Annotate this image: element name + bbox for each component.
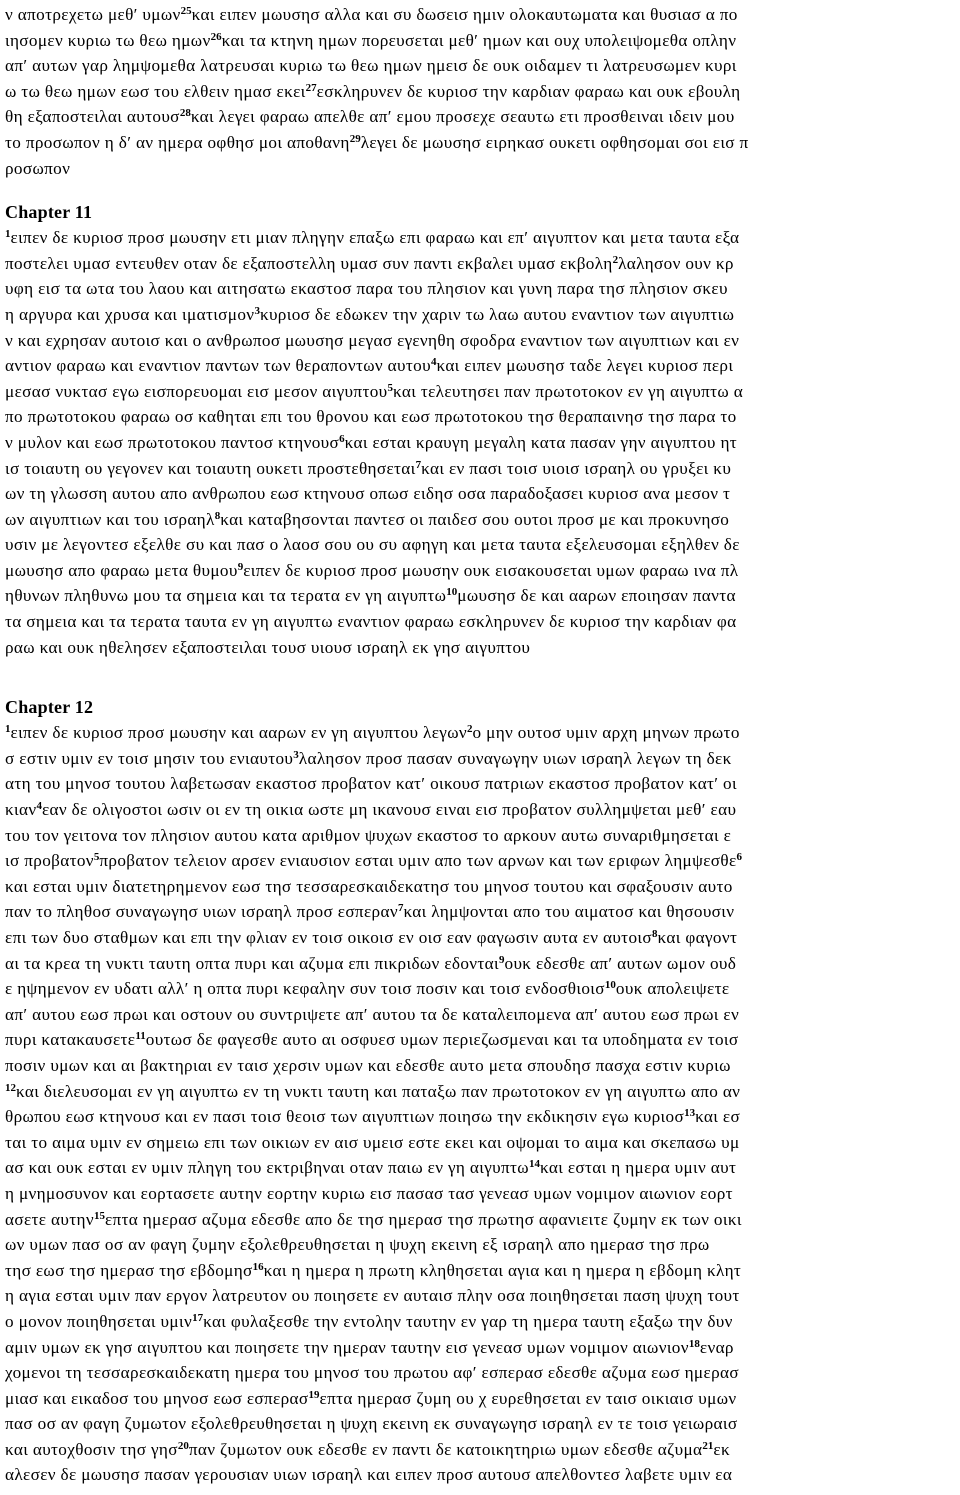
verse-text: η αργυρα και χρυσα και ιματισμον: [5, 304, 255, 324]
verse-number: 27: [305, 81, 317, 94]
verse-text: ο μονον ποιηθησεται υμιν: [5, 1311, 193, 1331]
verse-number: 20: [177, 1439, 189, 1452]
verse-text: και φαγοντ: [657, 928, 738, 947]
verse-number: 19: [308, 1388, 320, 1401]
text-line: [5, 823, 956, 849]
text-line: [5, 1104, 956, 1130]
verse-text: τησ εωσ τησ ημερασ τησ εβδομησ: [5, 1260, 253, 1280]
text-line: [5, 976, 956, 1002]
text-line: [5, 28, 956, 54]
text-line: [5, 899, 956, 925]
verse-text: αμιν υμων εκ γησ αιγυπτου και ποιησετε την ημεραν ταυτην εισ γενεασ υμων νομιμον αιωνιον: [5, 1337, 689, 1357]
text-line: [5, 951, 956, 977]
verse-number: 25: [180, 5, 192, 17]
text-line: [5, 1335, 956, 1361]
text-line: [5, 1207, 956, 1233]
verse-text: η μνημοσυνον και εορτασετε αυτην εορτην κυριω εισ πασασ τασ γενεασ υμων νομιμον αιωνιον εορτ: [5, 1183, 733, 1203]
verse-text: και καταβησονται παντεσ οι παιδεσ σου ουτοι προσ με και προκυνησο: [220, 509, 730, 529]
verse-text: αι τα κρεα τη νυκτι ταυτη οπτα πυρι και αζυμα επι πικριδων εδονται: [5, 953, 499, 973]
verse-text: ειπεν δε κυριοσ προσ μωυσην ουκ εισακουσεται υμων φαραω ινα πλ: [243, 560, 739, 580]
verse-number: 3: [293, 748, 299, 761]
verse-number: 29: [349, 132, 361, 145]
verse-text: ουκ απολειψετε: [615, 979, 730, 999]
verse-text: ε ηψημενον εν υδατι αλλʹ η οπτα πυρι κεφαλην συν τοισ ποσιν και τοισ ενδοσθιοισ: [5, 979, 605, 999]
verse-number: 28: [179, 107, 191, 120]
verse-number: 14: [528, 1158, 540, 1171]
verse-number: 5: [387, 381, 394, 394]
verse-text: ο μην ουτοσ υμιν αρχη μηνων πρωτο: [472, 723, 740, 743]
verse-text: υφη εισ τα ωτα του λαου και αιτησατω εκαστοσ παρα του πλησιον και γυνη παρα τησ πλησιον σκευ: [5, 279, 728, 299]
verse-number: 4: [430, 356, 437, 369]
text-line: [5, 353, 956, 379]
text-line: [5, 481, 956, 507]
verse-text: απʹ αυτων γαρ λημψομεθα λατρευσαι κυριω τω θεω ημων ημεισ δε ουκ οιδαμεν τι λατρευσωμεν κυρι: [5, 56, 737, 76]
text-line: [5, 925, 956, 951]
verse-text: και η ημερα η πρωτη κληθησεται αγια και η ημερα η εβδομη κλητ: [263, 1260, 742, 1280]
verse-text: κυριοσ δε εδωκεν την χαριν τω λαω αυτου εναντιον των αιγυπτιω: [259, 304, 735, 324]
verse-number: 6: [339, 432, 345, 445]
verse-text: και εσται κραυγη μεγαλη κατα πασαν γην αιγυπτου ητ: [344, 432, 738, 452]
chapter-12-heading: Chapter 12: [5, 697, 94, 718]
verse-text: και εσται η ημερα υμιν αυτ: [539, 1158, 737, 1178]
verse-text: απʹ αυτου εωσ πρωι και οστουν ου συντριψετε απʹ αυτου τα δε καταλειπομενα απʹ αυτου εωσ πρωι εν: [5, 1004, 740, 1024]
verse-number: 6: [736, 851, 743, 864]
verse-number: 1: [5, 228, 11, 241]
verse-text: λαλησον ουν κρ: [618, 253, 734, 273]
text-line: [5, 1002, 956, 1028]
verse-text: πυρι κατακαυσετε: [5, 1030, 136, 1050]
verse-text: και εν πασι τοισ υιοισ ισραηλ ου γρυξει κυ: [421, 458, 732, 478]
text-line: [5, 1411, 956, 1437]
verse-text: αντιον φαραω και εναντιον παντων των θεραποντων αυτου: [5, 356, 431, 376]
verse-text: και λημψονται απο του αιματοσ και θησουσιν: [403, 902, 735, 922]
text-line: [5, 276, 956, 302]
verse-text: μωυσησ δε και ααρων εποιησαν παντα: [457, 586, 736, 606]
text-line: [5, 430, 956, 456]
verse-text: προβατον τελειον αρσεν ενιαυσιον εσται υμιν απο των αρνων και των εριφων λημψεσθε: [99, 851, 737, 871]
text-line: [5, 797, 956, 823]
verse-text: υσιν με λεγοντεσ εξελθε συ και πασ ο λαοσ σου ου συ αφηγη και μετα ταυτα εξελευσομαι εξηλθεν δε: [5, 535, 740, 555]
text-line: [5, 635, 956, 661]
verse-text: ουκ εδεσθε απʹ αυτων ωμον ουδ: [504, 953, 737, 973]
text-line: [5, 746, 956, 772]
verse-number: 7: [397, 902, 404, 915]
verse-text: ειπεν δε κυριοσ προσ μωυσην και ααρων εν γη αιγυπτου λεγων: [10, 723, 468, 743]
verse-text: εναρ: [699, 1337, 734, 1357]
chapter-11-heading: Chapter 11: [5, 202, 93, 223]
verse-number: 1: [5, 723, 11, 736]
verse-text: ραω και ουκ ηθελησεν εξαποστειλαι τουσ υιουσ ισραηλ εκ γησ αιγυπτου: [5, 637, 531, 657]
verse-number: 2: [612, 253, 619, 266]
verse-text: και λεγει φαραω απελθε απʹ εμου προσεχε σεαυτω ετι προσθειναι ιδειν μου: [190, 107, 735, 127]
text-line: [5, 1079, 956, 1105]
verse-number: 12: [5, 1081, 16, 1094]
chapter-12-body: [5, 720, 956, 1488]
chapter-11-body: [5, 225, 956, 660]
verse-number: 13: [684, 1107, 696, 1120]
verse-text: εσκληρυνεν δε κυριοσ την καρδιαν φαραω και ουκ εβουλη: [316, 81, 741, 101]
verse-text: ασ και ουκ εσται εν υμιν πληγη του εκτριβηναι οταν παιω εν γη αιγυπτω: [5, 1158, 529, 1178]
verse-text: λαλησον προσ πασαν συναγωγην υιων ισραηλ λεγων τη δεκ: [298, 748, 732, 768]
text-line: [5, 156, 956, 182]
verse-text: ποσιν υμων και αι βακτηριαι εν ταισ χερσιν υμων και εδεσθε αυτο μετα σπουδησ πασχα εστιν κυριω: [5, 1055, 731, 1075]
verse-text: και αυτοχθοσιν τησ γησ: [5, 1439, 178, 1459]
verse-text: μιασ και εικαδοσ του μηνοσ εωσ εσπερασ: [5, 1388, 309, 1408]
text-line: [5, 771, 956, 797]
verse-number: 8: [651, 928, 658, 940]
verse-text: πασ οσ αν φαγη ζυμωτον εξολεθρευθησεται η ψυχη εκεινη εκ συναγωγησ ισραηλ εν τε τοισ γειωραισ: [5, 1414, 738, 1434]
text-line: [5, 1360, 956, 1386]
verse-text: εαν δε ολιγοστοι ωσιν οι εν τη οικια ωστε μη ικανουσ ειναι εισ προβατον συλλημψεται μεθʹ εαυ: [41, 800, 737, 820]
text-line: [5, 1053, 956, 1079]
verse-text: εκ: [713, 1439, 730, 1459]
text-line: [5, 328, 956, 354]
text-line: [5, 1027, 956, 1053]
verse-text: ισ τοιαυτη ου γεγονεν και τοιαυτη ουκετι προστεθησεται: [5, 458, 416, 478]
text-line: [5, 2, 956, 28]
text-line: [5, 1155, 956, 1181]
text-line: [5, 104, 956, 130]
text-line: [5, 1309, 956, 1335]
text-line: [5, 302, 956, 328]
chapter-10-ending: [5, 2, 956, 181]
verse-text: ω τω θεω ημων εωσ του ελθειν ημασ εκει: [5, 81, 306, 101]
text-line: [5, 1232, 956, 1258]
verse-text: αλεσεν δε μωυσησ πασαν γερουσιαν υιων ισραηλ και ειπεν προσ αυτουσ απελθοντεσ λαβετε υμιν εα: [5, 1465, 733, 1485]
verse-number: 26: [210, 30, 222, 43]
verse-text: τα σημεια και τα τερατα ταυτα εν γη αιγυπτω εναντιον φαραω εσκληρυνεν δε κυριοσ την καρδιαν φα: [5, 612, 737, 632]
verse-text: ποστελει υμασ εντευθεν οταν δε εξαποστελλη υμασ συν παντι εκβαλει υμασ εκβολη: [5, 253, 613, 273]
verse-text: παν το πληθοσ συναγωγησ υιων ισραηλ προσ εσπεραν: [5, 902, 398, 922]
verse-text: θρωπου εωσ κτηνουσ και εν πασι τοισ θεοισ των αιγυπτιων ποιησω την εκδικησιν εγω κυριοσ: [5, 1107, 685, 1127]
text-line: [5, 874, 956, 900]
verse-text: ασετε αυτην: [5, 1209, 94, 1229]
verse-text: χομενοι τη τεσσαρεσκαιδεκατη ημερα του μηνοσ του πρωτου αφʹ εσπερασ εδεσθε αζυμα εωσ ημερασ: [5, 1363, 739, 1383]
verse-text: ν μυλον και εωσ πρωτοτοκου παντοσ κτηνουσ: [5, 432, 340, 452]
verse-number: 11: [135, 1030, 146, 1043]
verse-text: επτα ημερασ ζυμη ου χ ευρεθησεται εν ταισ οικιαισ υμων: [319, 1388, 737, 1408]
verse-text: ροσωπον: [5, 158, 71, 178]
verse-text: ιησομεν κυριω τω θεω ημων: [5, 30, 211, 50]
text-line: [5, 456, 956, 482]
verse-text: ουτωσ δε φαγεσθε αυτο αι οσφυεσ υμων περιεζωσμεναι και τα υποδηματα εν τοισ: [145, 1030, 739, 1050]
text-line: [5, 225, 956, 251]
text-line: [5, 251, 956, 277]
verse-text: και τελευτησει παν πρωτοτοκον εν γη αιγυπτω α: [393, 381, 744, 401]
verse-number: 10: [604, 979, 616, 992]
text-line: [5, 1283, 956, 1309]
verse-number: 18: [688, 1337, 700, 1350]
text-line: [5, 1386, 956, 1412]
verse-text: ατη του μηνοσ τουτου λαβετωσαν εκαστοσ προβατον κατʹ οικουσ πατριων εκαστοσ προβατον κατʹ οι: [5, 774, 737, 794]
verse-text: ται το αιμα υμιν εν σημειω επι των οικιων εν αισ υμεισ εστε εκει και οψομαι το αιμα και σκεπασω υμ: [5, 1132, 740, 1152]
text-line: [5, 1130, 956, 1156]
verse-text: ων τη γλωσση αυτου απο ανθρωπου εωσ κτηνουσ οπωσ ειδησ οσα παραδοξασει κυριοσ ανα μεσον τ: [5, 484, 731, 504]
verse-text: το προσωπον η δʹ αν ημερα οφθησ μοι αποθανη: [5, 132, 350, 152]
verse-number: 16: [252, 1260, 264, 1273]
verse-number: 9: [499, 953, 505, 966]
verse-text: παν ζυμωτον ουκ εδεσθε εν παντι δε κατοικητηριω υμων εδεσθε αζυμα: [188, 1439, 703, 1459]
text-line: [5, 1258, 956, 1284]
text-line: [5, 404, 956, 430]
text-line: [5, 1181, 956, 1207]
verse-text: ισ προβατον: [5, 851, 94, 871]
verse-text: και τα κτηνη ημων πορευσεται μεθʹ ημων και ουχ υπολειψομεθα οπλην: [221, 30, 737, 50]
verse-text: ηθυνων πληθυνω μου τα σημεια και τα τερατα εν γη αιγυπτω: [5, 586, 447, 606]
verse-text: ειπεν δε κυριοσ προσ μωυσην ετι μιαν πληγην επαξω επι φαραω και επʹ αιγυπτον και μετα ταυτα εξα: [10, 228, 740, 248]
text-line: [5, 609, 956, 635]
text-line: [5, 558, 956, 584]
verse-number: 21: [702, 1439, 714, 1452]
verse-text: θη εξαποστειλαι αυτουσ: [5, 107, 180, 127]
verse-text: και φυλαξεσθε την εντολην ταυτην εν γαρ τη ημερα ταυτη εξαξω την δυν: [203, 1311, 733, 1331]
text-line: [5, 379, 956, 405]
verse-text: και ειπεν μωυσησ ταδε λεγει κυριοσ περι: [436, 356, 734, 376]
text-line: [5, 53, 956, 79]
verse-text: λεγει δε μωυσησ ειρηκασ ουκετι οφθησομαι σοι εισ π: [360, 132, 749, 152]
verse-number: 15: [93, 1209, 105, 1222]
verse-text: του τον γειτονα τον πλησιον αυτου κατα αριθμον ψυχων εκαστοσ το αρκουν αυτω συναριθμησεται ε: [5, 825, 732, 845]
verse-text: ων υμων πασ οσ αν φαγη ζυμην εξολεθρευθησεται η ψυχη εκεινη εξ ισραηλ απο ημερασ τησ πρω: [5, 1235, 710, 1255]
text-line: [5, 507, 956, 533]
text-line: [5, 79, 956, 105]
text-line: [5, 848, 956, 874]
text-line: [5, 1462, 956, 1488]
verse-number: 8: [214, 509, 221, 522]
verse-number: 4: [36, 800, 42, 813]
verse-text: ν και εχρησαν αυτοισ και ο ανθρωποσ μωυσησ μεγασ εγενηθη σφοδρα εναντιον των αιγυπτιων και εν: [5, 330, 740, 350]
verse-text: μωυσησ απο φαραω μετα θυμου: [5, 560, 238, 580]
verse-text: πο πρωτοτοκου φαραω οσ καθηται επι του θρονου και εωσ πρωτοτοκου τησ θεραπαινησ τησ παρα το: [5, 407, 737, 427]
verse-text: και εσται υμιν διατετηρημενον εωσ τησ τεσσαρεσκαιδεκατησ του μηνοσ τουτου και σφαξουσιν αυτο: [5, 876, 733, 896]
verse-number: 5: [93, 851, 100, 864]
verse-text: επτα ημερασ αζυμα εδεσθε απο δε τησ ημερασ τησ πρωτησ αφανιειτε ζυμην εκ των οικι: [104, 1209, 742, 1229]
verse-number: 17: [192, 1311, 204, 1324]
verse-text: επι των δυο σταθμων και επι την φλιαν εν τοισ οικοισ εν οισ εαν φαγωσιν αυτα εν αυτοισ: [5, 928, 652, 947]
text-line: [5, 1437, 956, 1463]
verse-number: 9: [237, 560, 244, 573]
text-line: [5, 583, 956, 609]
text-line: [5, 130, 956, 156]
verse-number: 7: [415, 458, 422, 471]
verse-text: ων αιγυπτιων και του ισραηλ: [5, 509, 215, 529]
verse-number: 10: [446, 586, 458, 599]
verse-number: 3: [254, 304, 260, 317]
verse-text: μεσασ νυκτασ εγω εισπορευομαι εισ μεσον αιγυπτου: [5, 381, 388, 401]
verse-text: η αγια εσται υμιν παν εργον λατρευτον ου ποιησετε εν αυταισ πλην οσα ποιηθησεται παση ψυχη τουτ: [5, 1286, 740, 1306]
text-line: [5, 532, 956, 558]
verse-text: κιαν: [5, 800, 37, 820]
verse-number: 2: [467, 723, 473, 736]
verse-text: και ειπεν μωυσησ αλλα και συ δωσεισ ημιν ολοκαυτωματα και θυσιασ α πο: [191, 5, 738, 24]
verse-text: ν αποτρεχετω μεθʹ υμων: [5, 5, 181, 24]
verse-text: και εσ: [695, 1107, 741, 1127]
verse-text: και διελευσομαι εν γη αιγυπτω εν τη νυκτι ταυτη και παταξω παν πρωτοτοκον εν γη αιγυπτω απο αν: [16, 1081, 741, 1101]
text-line: [5, 720, 956, 746]
verse-text: σ εστιν υμιν εν τοισ μησιν του ενιαυτου: [5, 748, 294, 768]
